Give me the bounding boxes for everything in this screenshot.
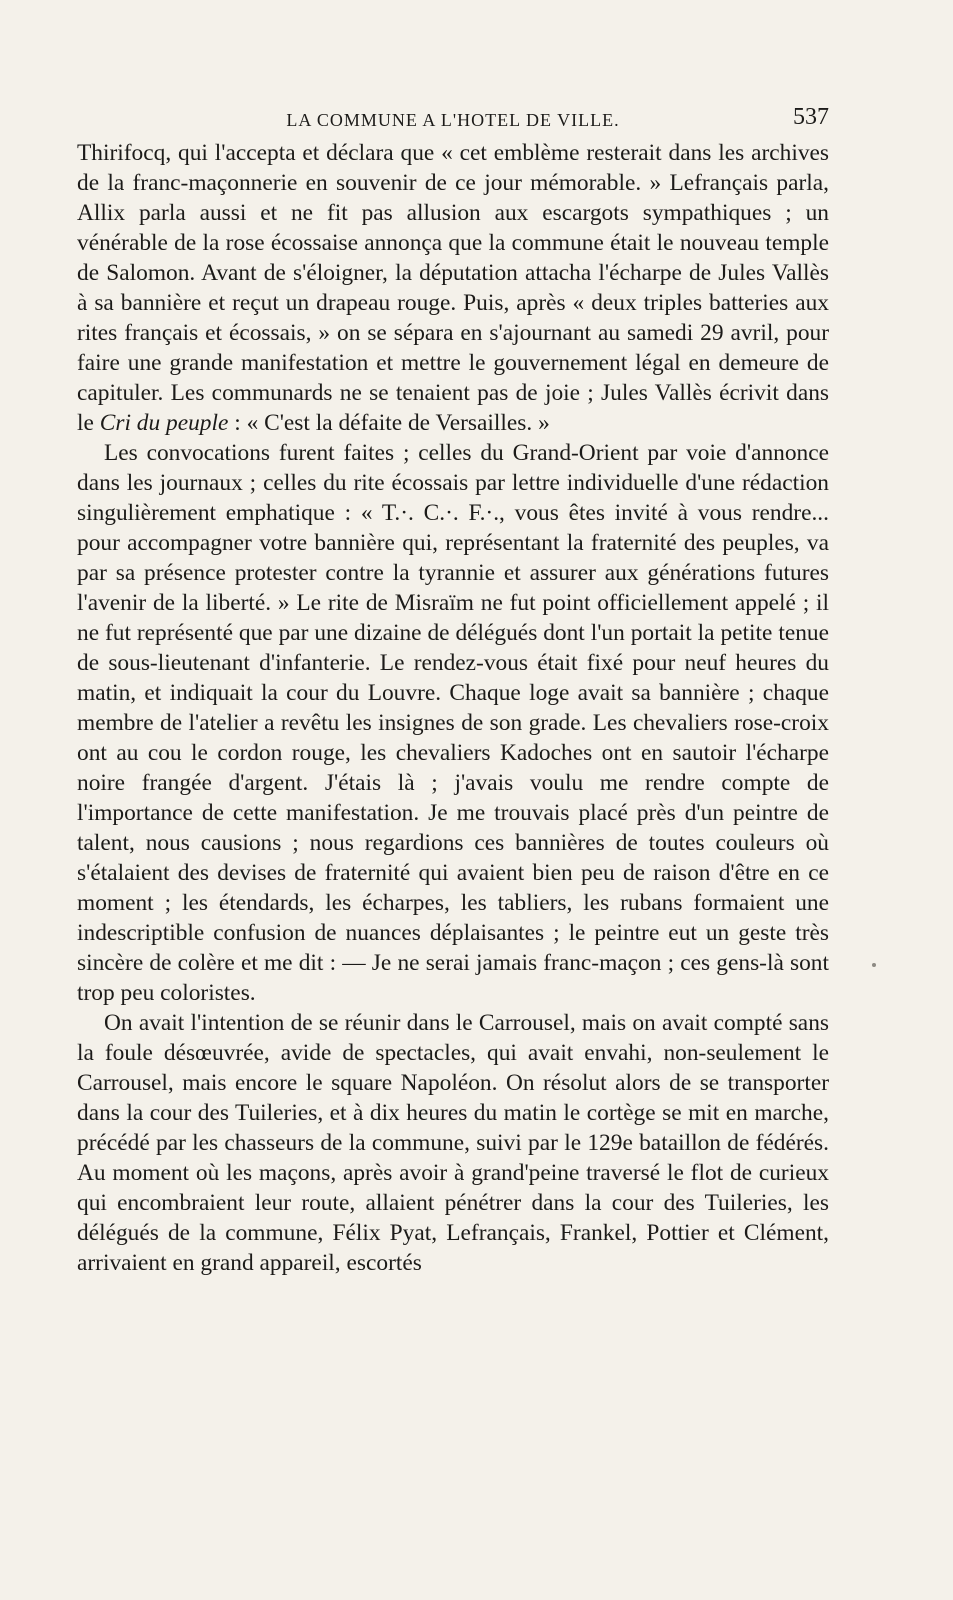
- paragraph-2: Les convocations furent faites ; celles du Grand-Orient par voie d'annonce dans les journaux ; celles du rite écossais par lettre individuelle d'une rédaction singulièrement emphatique : « T.·. C.·. F.·., vous êtes invité à vous rendre... pour accompagner votre bannière qui, représentant la fraternité des peuples, va par sa présence protester contre la tyrannie et assurer aux générations futures l'avenir de la liberté. » Le rite de Misraïm ne fut point officiellement appelé ; il ne fut représenté que par une dizaine de délégués dont l'un portait la petite tenue de sous-lieutenant d'infanterie. Le rendez-vous était fixé pour neuf heures du matin, et indiquait la cour du Louvre. Chaque loge avait sa bannière ; chaque membre de l'atelier a revêtu les insignes de son grade. Les chevaliers rose-croix ont au cou le cordon rouge, les chevaliers Kadoches ont en sautoir l'écharpe noire frangée d'argent. J'étais là ; j'avais voulu me rendre compte de l'importance de cette manifestation. Je me trouvais placé près d'un peintre de talent, nous causions ; nous regardions ces bannières de toutes couleurs où s'étalaient des devises de fraternité qui avaient bien peu de raison d'être en ce moment ; les étendards, les écharpes, les tabliers, les rubans formaient une indescriptible confusion de nuances déplaisantes ; le peintre eut un geste très sincère de colère et me dit : — Je ne serai jamais franc-maçon ; ces gens-là sont trop peu coloristes.: [77, 440, 829, 1006]
- newspaper-title: Cri du peuple: [99, 410, 229, 436]
- paragraph-1-tail: : « C'est la défaite de Versailles. »: [228, 410, 550, 436]
- page-number: 537: [793, 104, 829, 130]
- paragraph-1-lead: Thirifocq, qui l'accepta et déclara que « cet emblème resterait dans les archives de la franc-maçonnerie en souvenir de ce jour mémorable. » Lefrançais parla, Allix parla aussi et ne fit pas allusion aux escargots sympathiques ; un vénérable de la rose écossaise annonça que la commune était le nouveau temple de Salomon. Avant de s'éloigner, la députation attacha l'écharpe de Jules Vallès à sa bannière et reçut un drapeau rouge. Puis, après « deux triples batteries aux rites français et écossais, » on se sépara en s'ajournant au samedi 29 avril, pour faire une grande manifestation et mettre le gouvernement légal en demeure de capituler. Les communards ne se tenaient pas de joie ; Jules Vallès écrivit dans le: [77, 140, 829, 436]
- body-text: [77, 138, 829, 1278]
- running-title: LA COMMUNE A L'HOTEL DE VILLE.: [286, 110, 620, 130]
- running-header: [77, 104, 829, 138]
- paragraph-1: [77, 138, 829, 438]
- paper-speck: [872, 963, 876, 967]
- book-page: [77, 104, 829, 1278]
- paragraph-3: On avait l'intention de se réunir dans le Carrousel, mais on avait compté sans la foule désœuvrée, avide de spectacles, qui avait envahi, non-seulement le Carrousel, mais encore le square Napoléon. On résolut alors de se transporter dans la cour des Tuileries, et à dix heures du matin le cortège se mit en marche, précédé par les chasseurs de la commune, suivi par le 129e bataillon de fédérés. Au moment où les maçons, après avoir à grand'peine traversé le flot de curieux qui encombraient leur route, allaient pénétrer dans la cour des Tuileries, les délégués de la commune, Félix Pyat, Lefrançais, Frankel, Pottier et Clément, arrivaient en grand appareil, escortés: [77, 1010, 829, 1276]
